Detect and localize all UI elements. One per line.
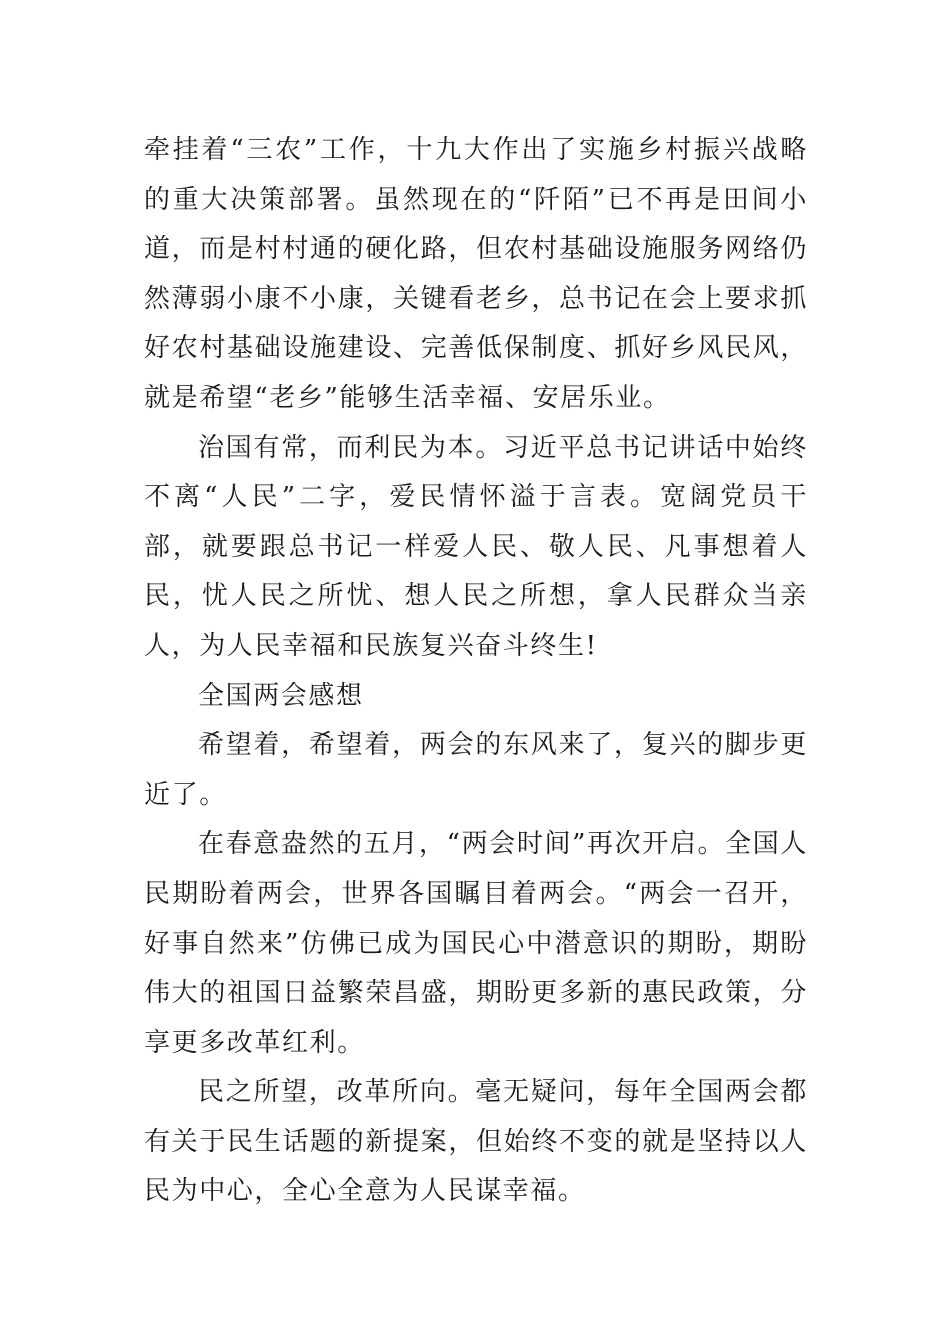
paragraph-governance: 治国有常，而利民为本。习近平总书记讲话中始终不离“人民”二字，爱民情怀溢于言表。宽阔党员干部，就要跟总书记一样爱人民、敬人民、凡事想着人民，忧人民之所忧、想人民之所想，拿人民群众当亲人，为人民幸福和民族复兴奋斗终生! xyxy=(144,432,808,661)
paragraph-hope: 希望着，希望着，两会的东风来了，复兴的脚步更近了。 xyxy=(144,730,808,810)
paragraph-continued: 牵挂着“三农”工作，十九大作出了实施乡村振兴战略的重大决策部署。虽然现在的“阡陌”已不再是田间小道，而是村村通的硬化路，但农村基础设施服务网络仍然薄弱小康不小康，关键看老乡，总书记在会上要求抓好农村基础设施建设、完善低保制度、抓好乡风民风，就是希望“老乡”能够生活幸福、安居乐业。 xyxy=(144,135,808,413)
document-body xyxy=(144,126,808,1217)
section-heading: 全国两会感想 xyxy=(198,680,364,711)
paragraph-spring: 在春意盎然的五月，“两会时间”再次开启。全国人民期盼着两会，世界各国瞩目着两会。“两会一召开，好事自然来”仿佛已成为国民心中潜意识的期盼，期盼伟大的祖国日益繁荣昌盛，期盼更多新的惠民政策，分享更多改革红利。 xyxy=(144,829,808,1058)
paragraph-reform: 民之所望，改革所向。毫无疑问，每年全国两会都有关于民生话题的新提案，但始终不变的就是坚持以人民为中心，全心全意为人民谋幸福。 xyxy=(144,1077,808,1207)
